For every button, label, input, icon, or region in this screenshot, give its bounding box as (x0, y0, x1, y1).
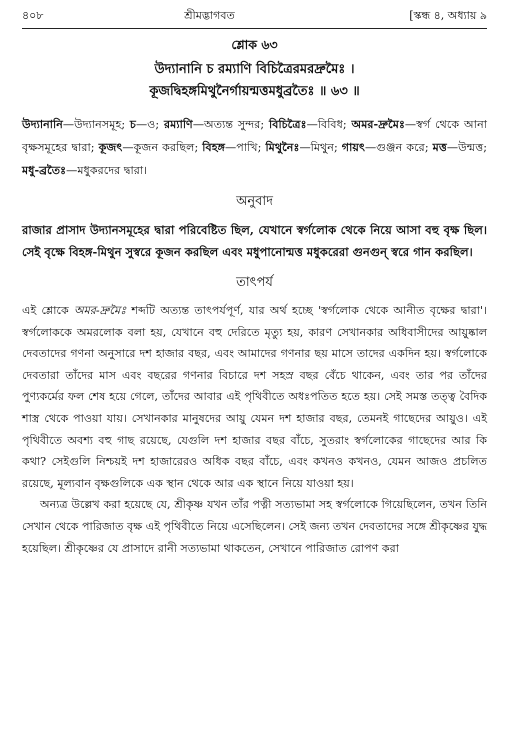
book-title: শ্রীমদ্ভাগবত (184, 9, 235, 22)
synonym-meaning: —বিবিধ; (306, 118, 352, 131)
synonym-word: উদ্যানানি (22, 117, 63, 131)
synonym-word: রম্যাণি (164, 117, 193, 131)
synonym-word: মিথুনৈঃ (265, 140, 300, 154)
synonym-word: বিচিত্রৈঃ (269, 117, 307, 131)
synonym-meaning: —অত্যন্ত সুন্দর; (192, 118, 270, 131)
synonym-meaning: —উদ্যানসমূহ; (62, 118, 130, 131)
synonym-word: অমর-দ্রুমৈঃ (351, 117, 405, 131)
verse-text (22, 59, 487, 103)
verse-line-1: উদ্যানানি চ রম্যাণি বিচিত্রৈরমরদ্রুমৈঃ । (154, 62, 355, 77)
synonym-word: মধু-ব্রতৈঃ (22, 163, 67, 177)
verse-label: শ্লোক ৬৩ (231, 37, 278, 52)
synonym-word: মত্ত (432, 140, 447, 154)
chapter-reference: [স্কন্ধ ৪, অধ্যায় ৯ (409, 9, 487, 22)
synonym-word: চ (129, 117, 136, 131)
synonym-word: বিহঙ্গ (202, 140, 226, 154)
synonym-meaning: —মিথুন; (299, 141, 342, 154)
header-divider (22, 28, 487, 29)
synonym-meaning: —ও; (135, 118, 164, 131)
purport-heading: তাৎপর্য (236, 275, 273, 290)
purport-text (22, 300, 487, 559)
page-header (22, 8, 487, 26)
synonym-meaning: —গুঞ্জন করে; (364, 141, 433, 154)
verse-line-2: কূজদ্বিহঙ্গমিথুনৈর্গায়ন্মত্তমধুব্রতৈঃ ॥ ৬৩ ॥ (149, 84, 360, 99)
purport-paragraph-2: অন্যত্র উল্লেখ করা হয়েছে যে, শ্রীকৃষ্ণ যখন তাঁর পত্নী সত্যভামা সহ স্বর্গলোকে গিয়েছিলেন, তখন তিনি সেখান থেকে পারিজাত বৃক্ষ এই পৃথিবীতে নিয়ে এসেছিলেন। সেই জন্য তখন দেবতাদের সঙ্গে শ্রীকৃষ্ণের যুদ্ধ হয়েছিল। শ্রীকৃষ্ণের যে প্রাসাদে রানী সত্যভামা থাকতেন, সেখানে পারিজাত রোপণ করা (22, 498, 487, 555)
synonym-meaning: —পাখি; (225, 141, 266, 154)
word-meanings (22, 113, 487, 182)
synonym-word: গায়ৎ (341, 140, 365, 154)
translation-heading: অনুবাদ (236, 194, 273, 209)
purport-paragraph-1: এই শ্লোকে অমর-দ্রুমৈঃ শব্দটি অত্যন্ত তাৎপর্যপূর্ণ, যার অর্থ হচ্ছে 'স্বর্গলোক থেকে আনীত বৃক্ষের দ্বারা'। স্বর্গলোককে অমরলোক বলা হয়, যেখানে বহু দেরিতে মৃত্যু হয়, কারণ সেখানকার অধিবাসীদের আয়ুষ্কাল দেবতাদের গণনা অনুসারে দশ হাজার বছর, এবং আমাদের গণনার ছয় মাসে তাদের একদিন হয়। স্বর্গলোকে দেবতারা তাঁদের মাস এবং বছরের গণনার বিচারে দশ সহস্র বছর বেঁচে থাকেন, এবং তার পর তাঁদের পুণ্যকর্মের ফল শেষ হয়ে গেলে, তাঁদের আবার এই পৃথিবীতে অধঃপতিত হতে হয়। সেই সমস্ত তত্ত্ব বৈদিক শাস্ত্র থেকে পাওয়া যায়। সেখানকার মানুষদের আয়ু যেমন দশ হাজার বছর, তেমনই গাছেদের আয়ুও। এই পৃথিবীতে অবশ্য বহু গাছ রয়েছে, যেগুলি দশ হাজার বছর বাঁচে, সুতরাং স্বর্গলোকের গাছেদের আর কি কথা? সেইগুলি নিশ্চয়ই দশ হাজারেরও অধিক বছর বাঁচে, এবং কখনও কখনও, যেমন আজও প্রচলিত রয়েছে, মূল্যবান বৃক্ষগুলিকে এক স্থান থেকে আর এক স্থানে নিয়ে যাওয়া হয়। (22, 304, 487, 490)
translation-text: রাজার প্রাসাদ উদ্যানসমূহের দ্বারা পরিবেষ্টিত ছিল, যেখানে স্বর্গলোক থেকে নিয়ে আসা বহু বৃক্ষ ছিল। সেই বৃক্ষে বিহঙ্গ-মিথুন সুস্বরে কূজন করছিল এবং মধুপানোন্মত্ত মধুকরেরা গুনগুন্ স্বরে গান করছিল। (22, 223, 487, 259)
synonym-meaning: —কূজন করছিল; (122, 141, 203, 154)
synonym-word: কূজৎ (98, 140, 123, 154)
synonym-meaning: —স্বর্গ থেকে আনা বৃক্ষসমূহের দ্বারা; (22, 118, 487, 154)
synonym-meaning: —মধুকরদের দ্বারা। (66, 164, 148, 177)
purport-term: অমর-দ্রুমৈঃ (74, 304, 127, 317)
page-number: ৪০৮ (22, 9, 44, 22)
synonym-meaning: —উন্মত্ত; (446, 141, 488, 154)
